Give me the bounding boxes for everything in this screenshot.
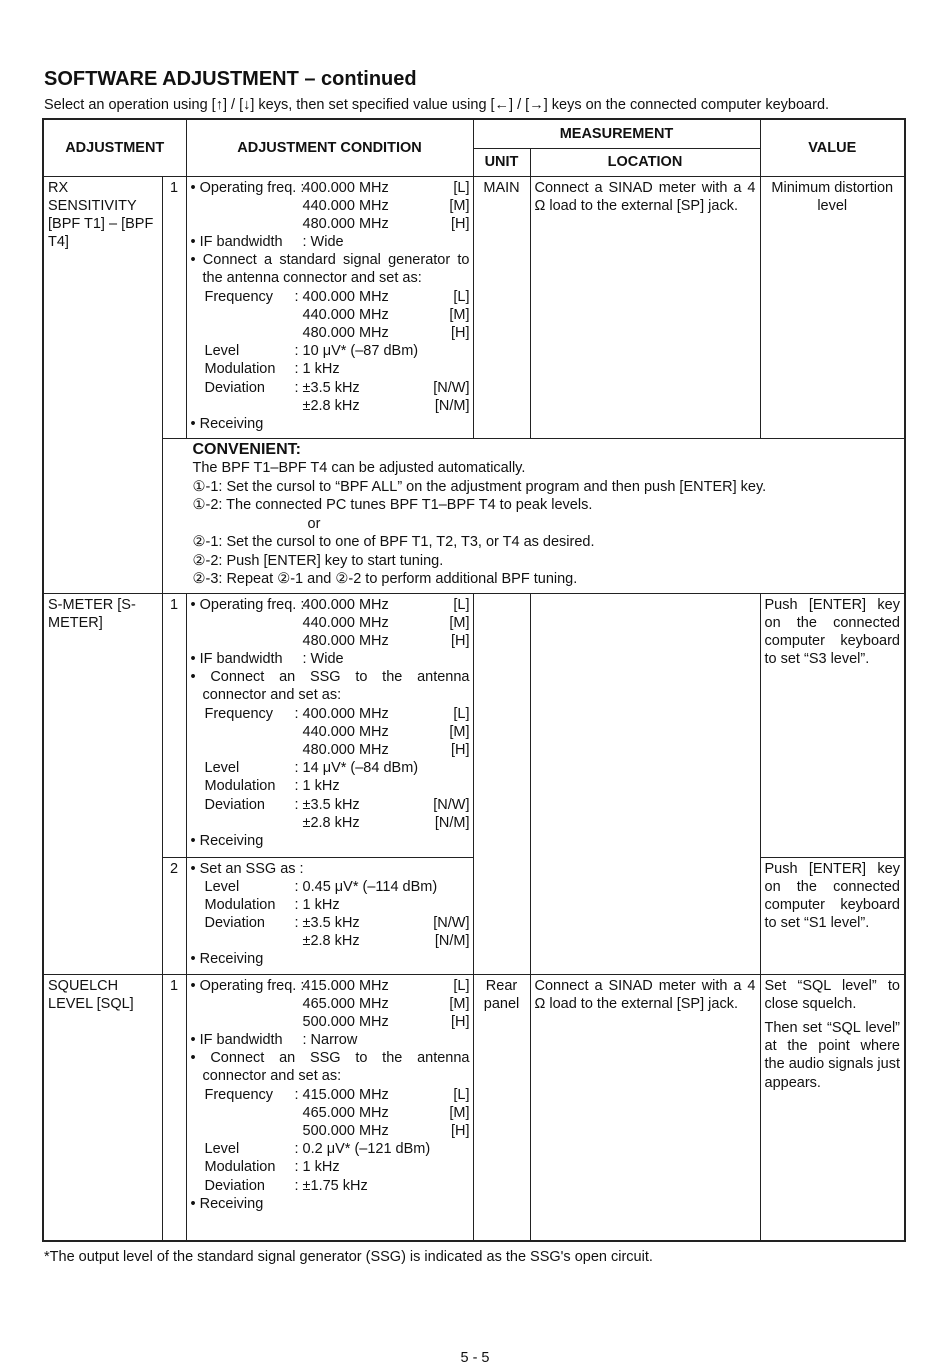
smeter-adjustment-name: S-METER [S-METER] <box>43 593 162 974</box>
convenient-line: ①-2: The connected PC tunes BPF T1–BPF T4 to peak levels. <box>192 497 593 513</box>
convenient-line: ②-1: Set the cursol to one of BPF T1, T2, T3, or T4 as desired. <box>192 534 595 550</box>
rx-unit: MAIN <box>473 176 530 438</box>
header-value: VALUE <box>760 119 905 176</box>
adjustment-table <box>42 118 906 1242</box>
rx-condition: • Operating freq. : 400.000 MHz [L] 440.000 MHz [M] 480.000 MHz [H] • IF bandwidth : Wide • Connect a standard signal generator to the antenna connector and set as: Frequency : 400.000 MHz [L] 440.000 MHz [M] 480.000 MHz [H] Level : 10 μV* (–87 dBm) Modulation : 1 kHz Deviation : ±3.5 kHz [N/W] ±2.8 kHz [N/M] • Receiving <box>186 176 473 438</box>
squelch-value-a: Set “SQL level” to close squelch. <box>764 977 900 1012</box>
rx-location: Connect a SINAD meter with a 4 Ω load to the external [SP] jack. <box>530 176 760 438</box>
convenient-line: or <box>307 515 321 532</box>
smeter-step-2: 2 <box>162 857 186 974</box>
squelch-condition: • Operating freq. : 415.000 MHz [L] 465.000 MHz [M] 500.000 MHz [H] • IF bandwidth : Narrow • Connect an SSG to the antenna connector and set as: Frequency : 415.000 MHz [L] 465.000 MHz [M] 500.000 MHz [H] Level : 0.2 μV* (–121 dBm) Modulation : 1 kHz Deviation : ±1.75 kHz • Receiving <box>186 974 473 1241</box>
footnote: *The output level of the standard signal generator (SSG) is indicated as the SSG's open circuit. <box>44 1249 653 1265</box>
smeter-unit <box>473 593 530 974</box>
squelch-value <box>760 974 905 1241</box>
squelch-location: Connect a SINAD meter with a 4 Ω load to the external [SP] jack. <box>530 974 760 1241</box>
squelch-value-b: Then set “SQL level” at the point where the audio signals just appears. <box>764 1019 900 1091</box>
header-measurement: MEASUREMENT <box>473 119 760 148</box>
squelch-unit: Rear panel <box>473 974 530 1241</box>
smeter-condition-1: • Operating freq. : 400.000 MHz [L] 440.000 MHz [M] 480.000 MHz [H] • IF bandwidth : Wide • Connect an SSG to the antenna connector and set as: Frequency : 400.000 MHz [L] 440.000 MHz [M] 480.000 MHz [H] Level : 14 μV* (–84 dBm) Modulation : 1 kHz Deviation : ±3.5 kHz [N/W] ±2.8 kHz [N/M] • Receiving <box>186 593 473 857</box>
squelch-adjustment-name: SQUELCH LEVEL [SQL] <box>43 974 162 1241</box>
convenient-line: ①-1: Set the cursol to “BPF ALL” on the adjustment program and then push [ENTER] key. <box>192 478 767 495</box>
rx-value: Minimum distortion level <box>760 176 905 438</box>
rx-connect-text: • Connect a standard signal generator to the antenna connector and set as: <box>190 252 470 287</box>
smeter-connect-text: • Connect an SSG to the antenna connector and set as: <box>190 669 470 704</box>
rx-step-number: 1 <box>162 176 186 438</box>
rx-adjustment-name: RX SENSITIVITY [BPF T1] – [BPF T4] <box>43 176 162 593</box>
header-adjustment: ADJUSTMENT <box>43 119 186 176</box>
header-unit: UNIT <box>473 148 530 176</box>
smeter-condition-2: • Set an SSG as : Level : 0.45 μV* (–114 dBm) Modulation : 1 kHz Deviation : ±3.5 kHz [N/W] ±2.8 kHz [N/M] • Receiving <box>186 857 473 974</box>
smeter-value-2: Push [ENTER] key on the connected computer keyboard to set “S1 level”. <box>760 857 905 974</box>
convenient-line: ②-3: Repeat ②-1 and ②-2 to perform additional BPF tuning. <box>192 571 578 587</box>
smeter-value-1: Push [ENTER] key on the connected computer keyboard to set “S3 level”. <box>760 593 905 857</box>
smeter-step-1: 1 <box>162 593 186 857</box>
rx-op-label: • Operating freq. : <box>190 179 305 196</box>
convenient-line: ②-2: Push [ENTER] key to start tuning. <box>192 552 444 569</box>
page-number: 5 - 5 <box>460 1350 490 1366</box>
header-condition: ADJUSTMENT CONDITION <box>186 119 473 176</box>
header-location: LOCATION <box>530 148 760 176</box>
smeter-location <box>530 593 760 974</box>
squelch-connect-text: • Connect an SSG to the antenna connector and set as: <box>190 1050 470 1085</box>
squelch-step-number: 1 <box>162 974 186 1241</box>
convenient-note <box>162 438 905 593</box>
convenient-line: The BPF T1–BPF T4 can be adjusted automatically. <box>192 460 526 476</box>
intro-text: Select an operation using [↑] / [↓] keys, then set specified value using [←] / [→] keys on the connected computer keyboard. <box>44 97 830 113</box>
convenient-heading: CONVENIENT: <box>192 440 301 458</box>
page-title: SOFTWARE ADJUSTMENT – continued <box>44 68 417 90</box>
